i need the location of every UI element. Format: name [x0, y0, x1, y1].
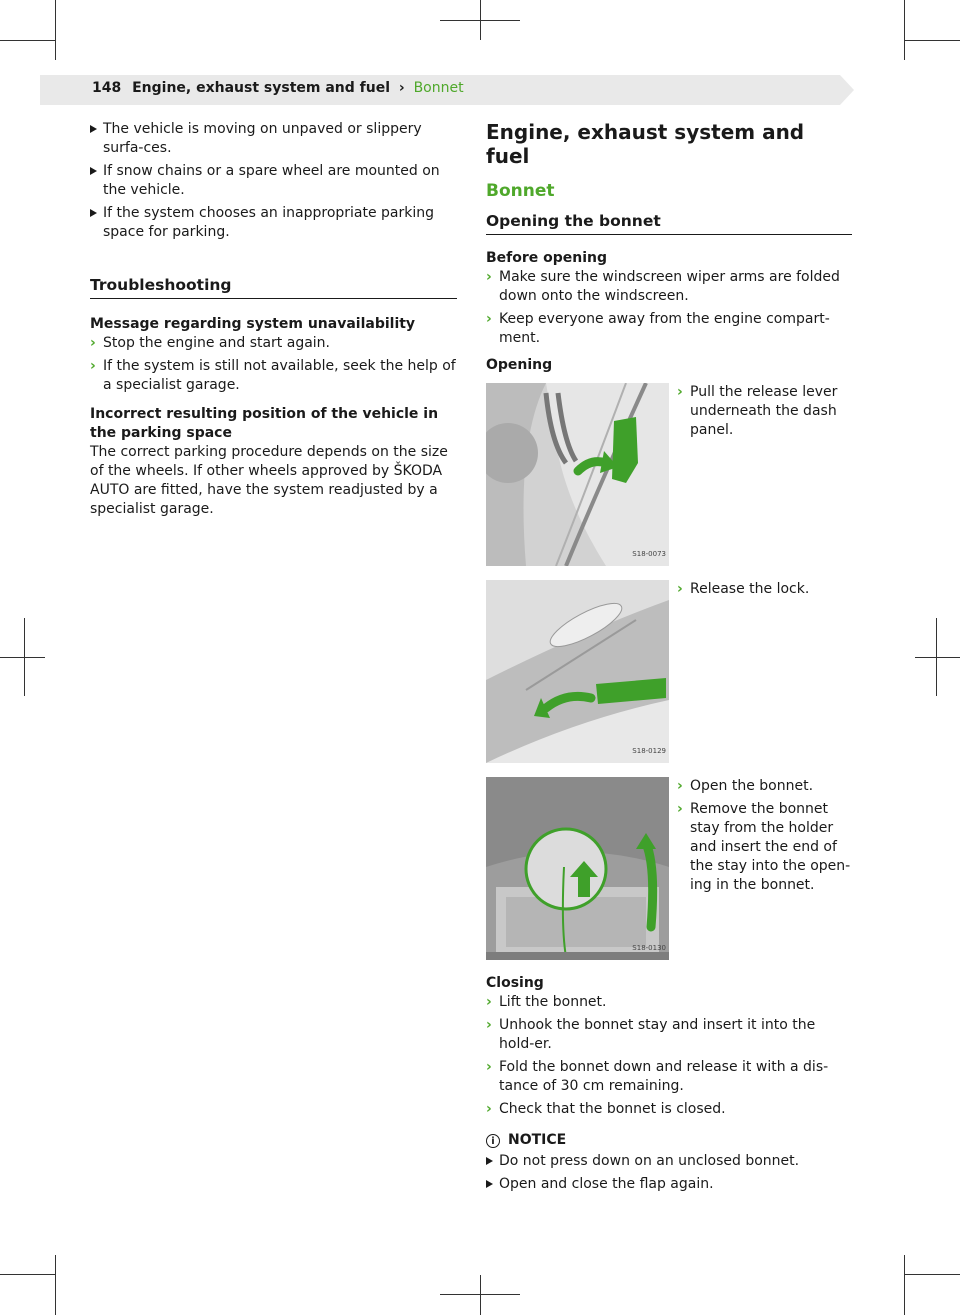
- running-header-arrow: [840, 75, 854, 105]
- list-item: › Keep everyone away from the engine compart-ment.: [486, 311, 830, 346]
- figure-release-lock: [486, 580, 669, 763]
- left-column: [90, 120, 457, 523]
- list-item: Open and close the flap again.: [486, 1175, 852, 1194]
- figure-bonnet-stay: [486, 777, 669, 960]
- list-item: › If the system is still not available, seek the help of a specialist garage.: [90, 358, 456, 393]
- running-header: [92, 80, 464, 96]
- figure-code: S18-0073: [632, 550, 666, 558]
- list-item: › Lift the bonnet.: [486, 994, 607, 1010]
- closing-heading: Closing: [486, 975, 544, 991]
- header-current-topic: Bonnet: [413, 80, 464, 96]
- figure-row: [486, 580, 852, 763]
- figure-row: [486, 383, 852, 566]
- section-title: Bonnet: [486, 181, 555, 201]
- list-item: If snow chains or a spare wheel are mounted on the vehicle.: [90, 162, 457, 200]
- subsection-title: Opening the bonnet: [486, 212, 852, 235]
- step-arrow-icon: ›: [486, 1017, 492, 1033]
- step-arrow-icon: ›: [677, 581, 683, 597]
- step-arrow-icon: ›: [486, 311, 492, 327]
- release-lock-illustration: [486, 580, 669, 763]
- incorrect-position-body: The correct parking procedure depends on the size of the wheels. If other wheels approved by ŠKODA AUTO are fitted, have the system readjusted by a specialist garage.: [90, 444, 448, 517]
- opening-heading: Opening: [486, 357, 553, 373]
- figure-code: S18-0130: [632, 944, 666, 952]
- figure-release-lever: [486, 383, 669, 566]
- figure-code: S18-0129: [632, 747, 666, 755]
- list-item: › Check that the bonnet is closed.: [486, 1101, 726, 1117]
- header-separator: ›: [398, 80, 405, 96]
- right-column: [486, 120, 852, 1198]
- step-arrow-icon: ›: [486, 1059, 492, 1075]
- bonnet-stay-illustration: [486, 777, 669, 960]
- figure-row: [486, 777, 852, 960]
- list-item: › Unhook the bonnet stay and insert it into the hold-er.: [486, 1017, 816, 1052]
- chapter-title: Engine, exhaust system and fuel: [486, 120, 805, 168]
- incorrect-position-heading: Incorrect resulting position of the vehicle in the parking space: [90, 406, 439, 441]
- msg-unavailable-heading: Message regarding system unavailability: [90, 316, 416, 332]
- list-item: › Open the bonnet.: [677, 778, 814, 794]
- step-arrow-icon: ›: [486, 1101, 492, 1117]
- troubleshooting-heading: Troubleshooting: [90, 276, 457, 299]
- step-arrow-icon: ›: [90, 335, 96, 351]
- page-number: 148: [92, 80, 122, 96]
- list-item: › Fold the bonnet down and release it with a dis-tance of 30 cm remaining.: [486, 1059, 829, 1094]
- notice-title: NOTICE: [508, 1132, 567, 1148]
- step-arrow-icon: ›: [677, 778, 683, 794]
- list-item: If the system chooses an inappropriate parking space for parking.: [90, 204, 457, 242]
- step-arrow-icon: ›: [677, 384, 683, 400]
- list-item: › Remove the bonnet stay from the holder and insert the end of the stay into the open-ing in the bonnet.: [677, 801, 851, 893]
- header-section: Engine, exhaust system and fuel: [132, 80, 391, 96]
- list-item: › Make sure the windscreen wiper arms are folded down onto the windscreen.: [486, 269, 840, 304]
- list-item: Do not press down on an unclosed bonnet.: [486, 1152, 852, 1171]
- list-item: › Release the lock.: [677, 581, 810, 597]
- step-arrow-icon: ›: [677, 801, 683, 817]
- list-item: The vehicle is moving on unpaved or slippery surfa-ces.: [90, 120, 457, 158]
- info-icon: i: [486, 1134, 500, 1148]
- step-arrow-icon: ›: [90, 358, 96, 374]
- release-lever-illustration: [486, 383, 669, 566]
- before-opening-heading: Before opening: [486, 250, 608, 266]
- list-item: › Stop the engine and start again.: [90, 335, 331, 351]
- step-arrow-icon: ›: [486, 269, 492, 285]
- step-arrow-icon: ›: [486, 994, 492, 1010]
- notice-heading: [486, 1131, 852, 1150]
- list-item: › Pull the release lever underneath the dash panel.: [677, 384, 838, 438]
